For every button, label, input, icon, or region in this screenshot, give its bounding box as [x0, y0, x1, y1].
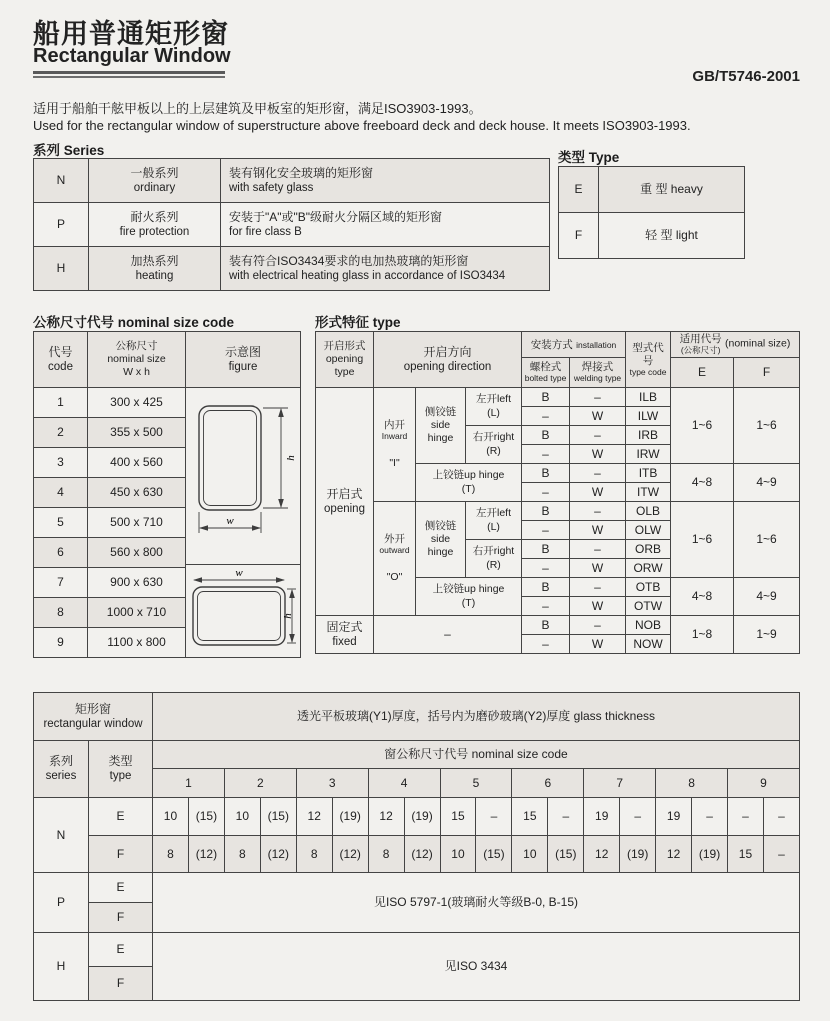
range-e: 1~6: [671, 502, 734, 578]
series-desc-en: with safety glass: [229, 181, 314, 194]
size-row-value: 400 x 560: [88, 448, 186, 478]
dim-label-h: h: [285, 455, 297, 461]
welding-cell: W: [570, 559, 626, 578]
fixed-zh: 固定式: [326, 619, 363, 634]
left-open-code: (L): [487, 406, 500, 419]
range-f: 1~9: [734, 616, 800, 654]
header-glass-thickness: 透光平板玻璃(Y1)厚度，括号内为磨砂玻璃(Y2)厚度 glass thickness: [153, 693, 800, 741]
bolted-cell: B: [522, 426, 570, 445]
description-en: Used for the rectangular window of superstructure above freeboard deck and deck house. It meets ISO3903-1993.: [33, 118, 691, 133]
series-code: H: [34, 247, 89, 291]
series-desc: [221, 247, 550, 291]
thickness-value: (19): [404, 798, 440, 836]
bolted-cell: –: [522, 521, 570, 540]
bolted-cell: B: [522, 388, 570, 407]
header-bolted-en: bolted type: [524, 373, 567, 384]
thickness-value: 12: [584, 836, 620, 873]
thickness-value: 12: [656, 836, 692, 873]
fixed-label: [316, 616, 374, 654]
header-opening-type-zh: 开启形式: [323, 339, 366, 352]
header-welding-en: welding type: [573, 373, 622, 384]
side-hinge-zh: 侧铰链: [424, 519, 457, 532]
header-opening-direction-en: opening direction: [403, 360, 492, 373]
series-name: [89, 247, 221, 291]
type-code-cell: ITW: [626, 483, 671, 502]
thickness-value: 10: [440, 836, 476, 873]
type-code-cell: IRW: [626, 445, 671, 464]
header-series-en: series: [45, 770, 77, 783]
thickness-value: (15): [188, 798, 224, 836]
type-code-cell: ORW: [626, 559, 671, 578]
header-welding-zh: 焊接式: [581, 361, 614, 374]
type-code-cell: IRB: [626, 426, 671, 445]
range-f: 1~6: [734, 388, 800, 464]
header-type-en: type: [109, 770, 132, 783]
size-row-value: 300 x 425: [88, 388, 186, 418]
thickness-value: 8: [368, 836, 404, 873]
bolted-cell: B: [522, 464, 570, 483]
header-opening-type-en1: opening: [325, 352, 364, 365]
type-f: F: [89, 836, 153, 873]
size-code-col: 4: [368, 769, 440, 798]
series-desc-en: for fire class B: [229, 225, 302, 238]
series-name-zh: 耐火系列: [130, 209, 179, 224]
type-table: [558, 166, 745, 259]
series-section-title: 系列 Series: [33, 143, 105, 158]
figure-cell: [186, 388, 301, 658]
col-header-code: [34, 332, 88, 388]
bolted-cell: B: [522, 578, 570, 597]
thickness-value: –: [548, 798, 584, 836]
up-hinge-code: (T): [461, 482, 476, 495]
side-hinge-en2: hinge: [427, 432, 454, 445]
type-code: E: [559, 167, 599, 213]
type-code-cell: OTB: [626, 578, 671, 597]
up-hinge-label: [416, 464, 522, 502]
header-installation-zh: 安装方式: [530, 338, 573, 351]
col-header-size-unit: W x h: [123, 366, 150, 379]
size-row-value: 1000 x 710: [88, 598, 186, 628]
series-table: [33, 158, 550, 291]
side-hinge-en2: hinge: [427, 546, 454, 559]
opening-group-label: [316, 388, 374, 616]
size-row-code: 5: [34, 508, 88, 538]
type-label: 轻 型 light: [599, 213, 745, 259]
left-open-zh: 左开left: [476, 393, 512, 406]
fixed-direction-cell: –: [374, 616, 522, 654]
title-underline: [33, 71, 225, 78]
type-code-cell: NOW: [626, 635, 671, 654]
header-opening-type: [316, 332, 374, 388]
col-header-size-zh: 公称尺寸: [115, 339, 158, 352]
up-hinge-zh: 上铰链up hinge: [432, 583, 505, 596]
size-row-value: 1100 x 800: [88, 628, 186, 658]
size-row-code: 4: [34, 478, 88, 508]
size-row-code: 7: [34, 568, 88, 598]
welding-cell: –: [570, 426, 626, 445]
series-desc: [221, 159, 550, 203]
thickness-value: 15: [728, 836, 764, 873]
series-p: P: [34, 873, 89, 933]
type-code-cell: OTW: [626, 597, 671, 616]
size-code-col: 9: [728, 769, 800, 798]
opening-label-en: opening: [324, 502, 365, 515]
col-header-size-en: nominal size: [107, 352, 166, 365]
type-section-title: 类型 Type: [558, 150, 620, 165]
thickness-value: (12): [332, 836, 368, 873]
thickness-value: 15: [512, 798, 548, 836]
portrait-window-figure: [187, 400, 299, 552]
left-open-label: [466, 388, 522, 426]
type-f: F: [89, 903, 153, 933]
series-name-en: heating: [135, 269, 174, 282]
col-header-figure-zh: 示意图: [224, 344, 261, 359]
type-code-cell: OLB: [626, 502, 671, 521]
thickness-value: 10: [153, 798, 189, 836]
series-desc-en: with electrical heating glass in accordance of ISO3434: [229, 269, 506, 282]
bolted-cell: –: [522, 483, 570, 502]
header-series: [34, 741, 89, 798]
page-title-en: Rectangular Window: [33, 45, 231, 67]
glass-thickness-table: [33, 692, 800, 1001]
series-desc-zh: 安装于"A"或"B"级耐火分隔区域的矩形窗: [229, 209, 443, 224]
size-code-col: 6: [512, 769, 584, 798]
thickness-value: 19: [656, 798, 692, 836]
series-name-en: fire protection: [119, 225, 190, 238]
size-row-value: 560 x 800: [88, 538, 186, 568]
header-bolted-zh: 螺栓式: [529, 361, 562, 374]
header-rect-window-en: rectangular window: [43, 717, 143, 730]
h-note: 见ISO 3434: [153, 933, 800, 1001]
size-row-code: 9: [34, 628, 88, 658]
welding-cell: –: [570, 578, 626, 597]
thickness-value: –: [763, 798, 799, 836]
welding-cell: –: [570, 502, 626, 521]
side-hinge-en1: side: [430, 418, 451, 431]
thickness-value: (15): [476, 836, 512, 873]
feature-table: [315, 331, 800, 654]
header-type-code-en: type code: [629, 366, 667, 377]
thickness-value: 8: [296, 836, 332, 873]
thickness-value: (15): [260, 798, 296, 836]
thickness-value: (19): [332, 798, 368, 836]
feature-section-title: 形式特征 type: [315, 315, 401, 330]
series-desc-zh: 装有钢化安全玻璃的矩形窗: [229, 165, 374, 180]
size-code-col: 8: [656, 769, 728, 798]
standard-number: GB/T5746-2001: [692, 68, 800, 85]
left-open-label: [466, 502, 522, 540]
type-code-cell: ILB: [626, 388, 671, 407]
col-header-code-en: code: [48, 360, 73, 373]
right-open-label: [466, 426, 522, 464]
outward-code: "O": [386, 571, 403, 584]
description-zh: 适用于船舶干舷甲板以上的上层建筑及甲板室的矩形窗，满足ISO3903-1993。: [33, 101, 482, 116]
series-name-zh: 一般系列: [130, 165, 179, 180]
range-e: 4~8: [671, 464, 734, 502]
col-header-figure: [186, 332, 301, 388]
bolted-cell: –: [522, 597, 570, 616]
header-applicable: [671, 332, 800, 358]
bolted-cell: B: [522, 502, 570, 521]
size-row-code: 3: [34, 448, 88, 478]
thickness-value: 15: [440, 798, 476, 836]
header-series-zh: 系列: [48, 754, 73, 769]
landscape-figure-box: [186, 565, 300, 657]
thickness-value: (15): [548, 836, 584, 873]
size-code-col: 2: [224, 769, 296, 798]
series-code: P: [34, 203, 89, 247]
header-col-e: E: [671, 358, 734, 388]
size-code-col: 1: [153, 769, 225, 798]
thickness-value: (19): [620, 836, 656, 873]
type-code-cell: OLW: [626, 521, 671, 540]
size-row-code: 1: [34, 388, 88, 418]
type-code: F: [559, 213, 599, 259]
up-hinge-zh: 上铰链up hinge: [432, 469, 505, 482]
welding-cell: –: [570, 540, 626, 559]
type-e: E: [89, 933, 153, 967]
col-header-figure-en: figure: [228, 360, 258, 373]
col-header-size: [88, 332, 186, 388]
thickness-value: 12: [296, 798, 332, 836]
size-row-code: 6: [34, 538, 88, 568]
header-rect-window: [34, 693, 153, 741]
outward-zh: 外开: [384, 532, 405, 545]
thickness-value: (12): [404, 836, 440, 873]
up-hinge-label: [416, 578, 522, 616]
welding-cell: W: [570, 521, 626, 540]
range-e: 4~8: [671, 578, 734, 616]
bolted-cell: –: [522, 559, 570, 578]
right-open-zh: 右开right: [472, 545, 515, 558]
thickness-value: 10: [224, 798, 260, 836]
range-f: 4~9: [734, 464, 800, 502]
series-name-zh: 加热系列: [130, 253, 179, 268]
thickness-value: 12: [368, 798, 404, 836]
welding-cell: W: [570, 445, 626, 464]
thickness-value: (12): [188, 836, 224, 873]
dim-label-h: h: [282, 613, 294, 619]
range-e: 1~6: [671, 388, 734, 464]
size-row-code: 8: [34, 598, 88, 628]
header-type-code: [626, 332, 671, 388]
size-code-table: [33, 331, 301, 658]
size-code-col: 7: [584, 769, 656, 798]
header-opening-direction: [374, 332, 522, 388]
series-desc: [221, 203, 550, 247]
thickness-value: –: [620, 798, 656, 836]
header-size-code: 窗公称尺寸代号 nominal size code: [153, 741, 800, 769]
header-installation-en: installation: [576, 339, 617, 350]
size-row-value: 450 x 630: [88, 478, 186, 508]
welding-cell: –: [570, 616, 626, 635]
left-open-code: (L): [487, 520, 500, 533]
dim-label-w: w: [235, 567, 243, 579]
series-name-en: ordinary: [133, 181, 176, 194]
bolted-cell: –: [522, 635, 570, 654]
thickness-value: –: [728, 798, 764, 836]
series-n: N: [34, 798, 89, 873]
side-hinge-zh: 侧铰链: [424, 405, 457, 418]
right-open-zh: 右开right: [472, 431, 515, 444]
header-col-f: F: [734, 358, 800, 388]
size-code-col: 3: [296, 769, 368, 798]
size-row-value: 355 x 500: [88, 418, 186, 448]
range-e: 1~8: [671, 616, 734, 654]
header-type: [89, 741, 153, 798]
range-f: 4~9: [734, 578, 800, 616]
header-applicable-zh2: (公称尺寸): [680, 345, 721, 356]
outward-label: [374, 502, 416, 616]
thickness-value: (19): [692, 836, 728, 873]
header-opening-direction-zh: 开启方向: [423, 344, 472, 359]
header-applicable-en: (nominal size): [725, 337, 791, 350]
landscape-window-figure: [187, 567, 299, 655]
thickness-value: 8: [224, 836, 260, 873]
thickness-value: –: [476, 798, 512, 836]
side-hinge-label: [416, 388, 466, 464]
range-f: 1~6: [734, 502, 800, 578]
header-applicable-zh1: 适用代号: [679, 333, 722, 346]
inward-en: Inward: [381, 430, 408, 441]
thickness-value: 8: [153, 836, 189, 873]
type-e: E: [89, 798, 153, 836]
header-rect-window-zh: 矩形窗: [74, 701, 111, 716]
bolted-cell: B: [522, 540, 570, 559]
type-f: F: [89, 967, 153, 1001]
right-open-code: (R): [486, 444, 501, 457]
header-installation: [522, 332, 626, 358]
series-name: [89, 159, 221, 203]
welding-cell: W: [570, 407, 626, 426]
right-open-code: (R): [486, 558, 501, 571]
thickness-value: (12): [260, 836, 296, 873]
portrait-figure-box: [186, 388, 300, 565]
size-code-col: 5: [440, 769, 512, 798]
series-name: [89, 203, 221, 247]
bolted-cell: –: [522, 407, 570, 426]
bolted-cell: B: [522, 616, 570, 635]
opening-label-zh: 开启式: [326, 486, 363, 501]
p-note: 见ISO 5797-1(玻璃耐火等级B-0, B-15): [153, 873, 800, 933]
size-code-section-title: 公称尺寸代号 nominal size code: [33, 315, 235, 330]
series-code: N: [34, 159, 89, 203]
size-row-value: 500 x 710: [88, 508, 186, 538]
welding-cell: W: [570, 635, 626, 654]
size-row-value: 900 x 630: [88, 568, 186, 598]
page-title-zh: 船用普通矩形窗: [33, 19, 229, 49]
series-desc-zh: 装有符合ISO3434要求的电加热玻璃的矩形窗: [229, 253, 469, 268]
welding-cell: –: [570, 464, 626, 483]
left-open-zh: 左开left: [476, 507, 512, 520]
header-welding: [570, 358, 626, 388]
series-h: H: [34, 933, 89, 1001]
thickness-value: –: [692, 798, 728, 836]
col-header-code-zh: 代号: [48, 344, 73, 359]
type-code-cell: ORB: [626, 540, 671, 559]
right-open-label: [466, 540, 522, 578]
inward-label: [374, 388, 416, 502]
welding-cell: W: [570, 597, 626, 616]
thickness-value: 10: [512, 836, 548, 873]
side-hinge-en1: side: [430, 532, 451, 545]
header-type-code-zh: 型式代号: [632, 341, 664, 367]
header-bolted: [522, 358, 570, 388]
type-e: E: [89, 873, 153, 903]
type-label: 重 型 heavy: [599, 167, 745, 213]
welding-cell: –: [570, 388, 626, 407]
inward-zh: 内开: [384, 418, 405, 431]
side-hinge-label: [416, 502, 466, 578]
header-opening-type-en2: type: [334, 366, 355, 379]
dim-label-w: w: [226, 515, 234, 527]
inward-code: "I": [389, 457, 400, 470]
thickness-value: –: [763, 836, 799, 873]
bolted-cell: –: [522, 445, 570, 464]
up-hinge-code: (T): [461, 596, 476, 609]
type-code-cell: ITB: [626, 464, 671, 483]
thickness-value: 19: [584, 798, 620, 836]
header-type-zh: 类型: [108, 754, 133, 769]
outward-en: outward: [379, 544, 410, 555]
welding-cell: W: [570, 483, 626, 502]
size-row-code: 2: [34, 418, 88, 448]
type-code-cell: NOB: [626, 616, 671, 635]
type-code-cell: ILW: [626, 407, 671, 426]
fixed-en: fixed: [332, 635, 357, 648]
